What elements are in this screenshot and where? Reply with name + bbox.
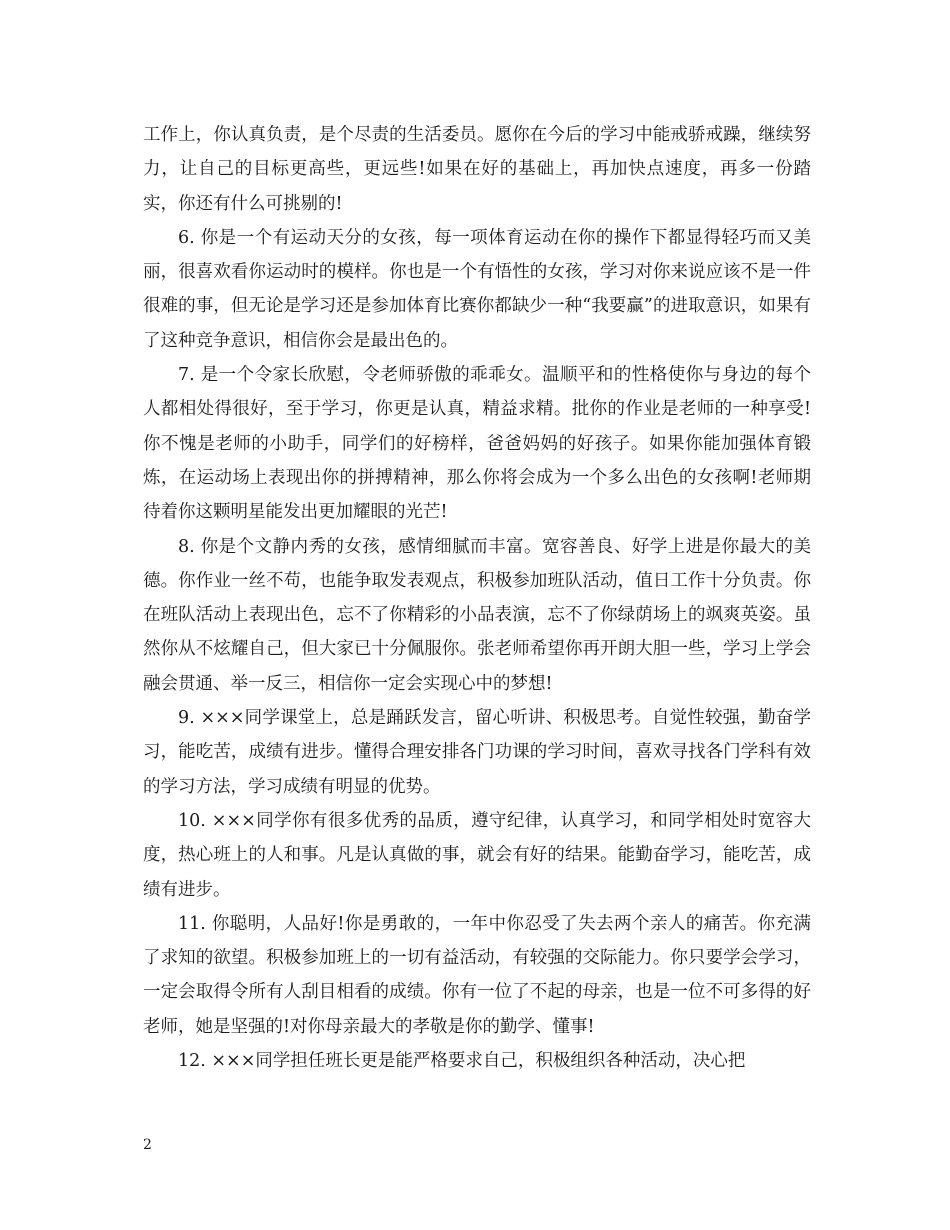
document-body [143, 118, 811, 1078]
page-number: 2 [143, 1137, 152, 1153]
paragraph-comment-7: 7. 是一个令家长欣慰，令老师骄傲的乖乖女。温顺平和的性格使你与身边的每个人都相处得很好，至于学习，你更是认真，精益求精。批你的作业是老师的一种享受!你不愧是老师的小助手，同学们的好榜样，爸爸妈妈的好孩子。如果你能加强体育锻炼，在运动场上表现出你的拼搏精神，那么你将会成为一个多么出色的女孩啊!老师期待着你这颗明星能发出更加耀眼的光芒! [143, 365, 811, 523]
paragraph-continuation: 工作上，你认真负责，是个尽责的生活委员。愿你在今后的学习中能戒骄戒躁，继续努力，让自己的目标更高些，更远些!如果在好的基础上，再加快点速度，再多一份踏实，你还有什么可挑剔的! [143, 125, 811, 214]
paragraph-comment-8: 8. 你是个文静内秀的女孩，感情细腻而丰富。宽容善良、好学上进是你最大的美德。你作业一丝不苟，也能争取发表观点，积极参加班队活动，值日工作十分负责。你在班队活动上表现出色，忘不了你精彩的小品表演，忘不了你绿荫场上的飒爽英姿。虽然你从不炫耀自己，但大家已十分佩服你。张老师希望你再开朗大胆一些，学习上学会融会贯通、举一反三，相信你一定会实现心中的梦想! [143, 536, 811, 694]
paragraph-comment-6: 6. 你是一个有运动天分的女孩，每一项体育运动在你的操作下都显得轻巧而又美丽，很喜欢看你运动时的模样。你也是一个有悟性的女孩，学习对你来说应该不是一件很难的事，但无论是学习还是参加体育比赛你都缺少一种“我要赢”的进取意识，如果有了这种竞争意识，相信你会是最出色的。 [143, 227, 811, 351]
paragraph-comment-12: 12. ×××同学担任班长更是能严格要求自己，积极组织各种活动，决心把 [178, 1051, 746, 1072]
paragraph-comment-9: 9. ×××同学课堂上，总是踊跃发言，留心听讲、积极思考。自觉性较强，勤奋学习，能吃苦，成绩有进步。懂得合理安排各门功课的学习时间，喜欢寻找各门学科有效的学习方法，学习成绩有明显的优势。 [143, 708, 811, 797]
paragraph-comment-10: 10. ×××同学你有很多优秀的品质，遵守纪律，认真学习，和同学相处时宽容大度，热心班上的人和事。凡是认真做的事，就会有好的结果。能勤奋学习，能吃苦，成绩有进步。 [143, 810, 811, 900]
paragraph-comment-11: 11. 你聪明，人品好!你是勇敢的，一年中你忍受了失去两个亲人的痛苦。你充满了求知的欲望。积极参加班上的一切有益活动，有较强的交际能力。你只要学会学习，一定会取得令所有人刮目相看的成绩。你有一位了不起的母亲，也是一位不可多得的好老师，她是坚强的!对你母亲最大的孝敬是你的勤学、懂事! [143, 913, 811, 1037]
